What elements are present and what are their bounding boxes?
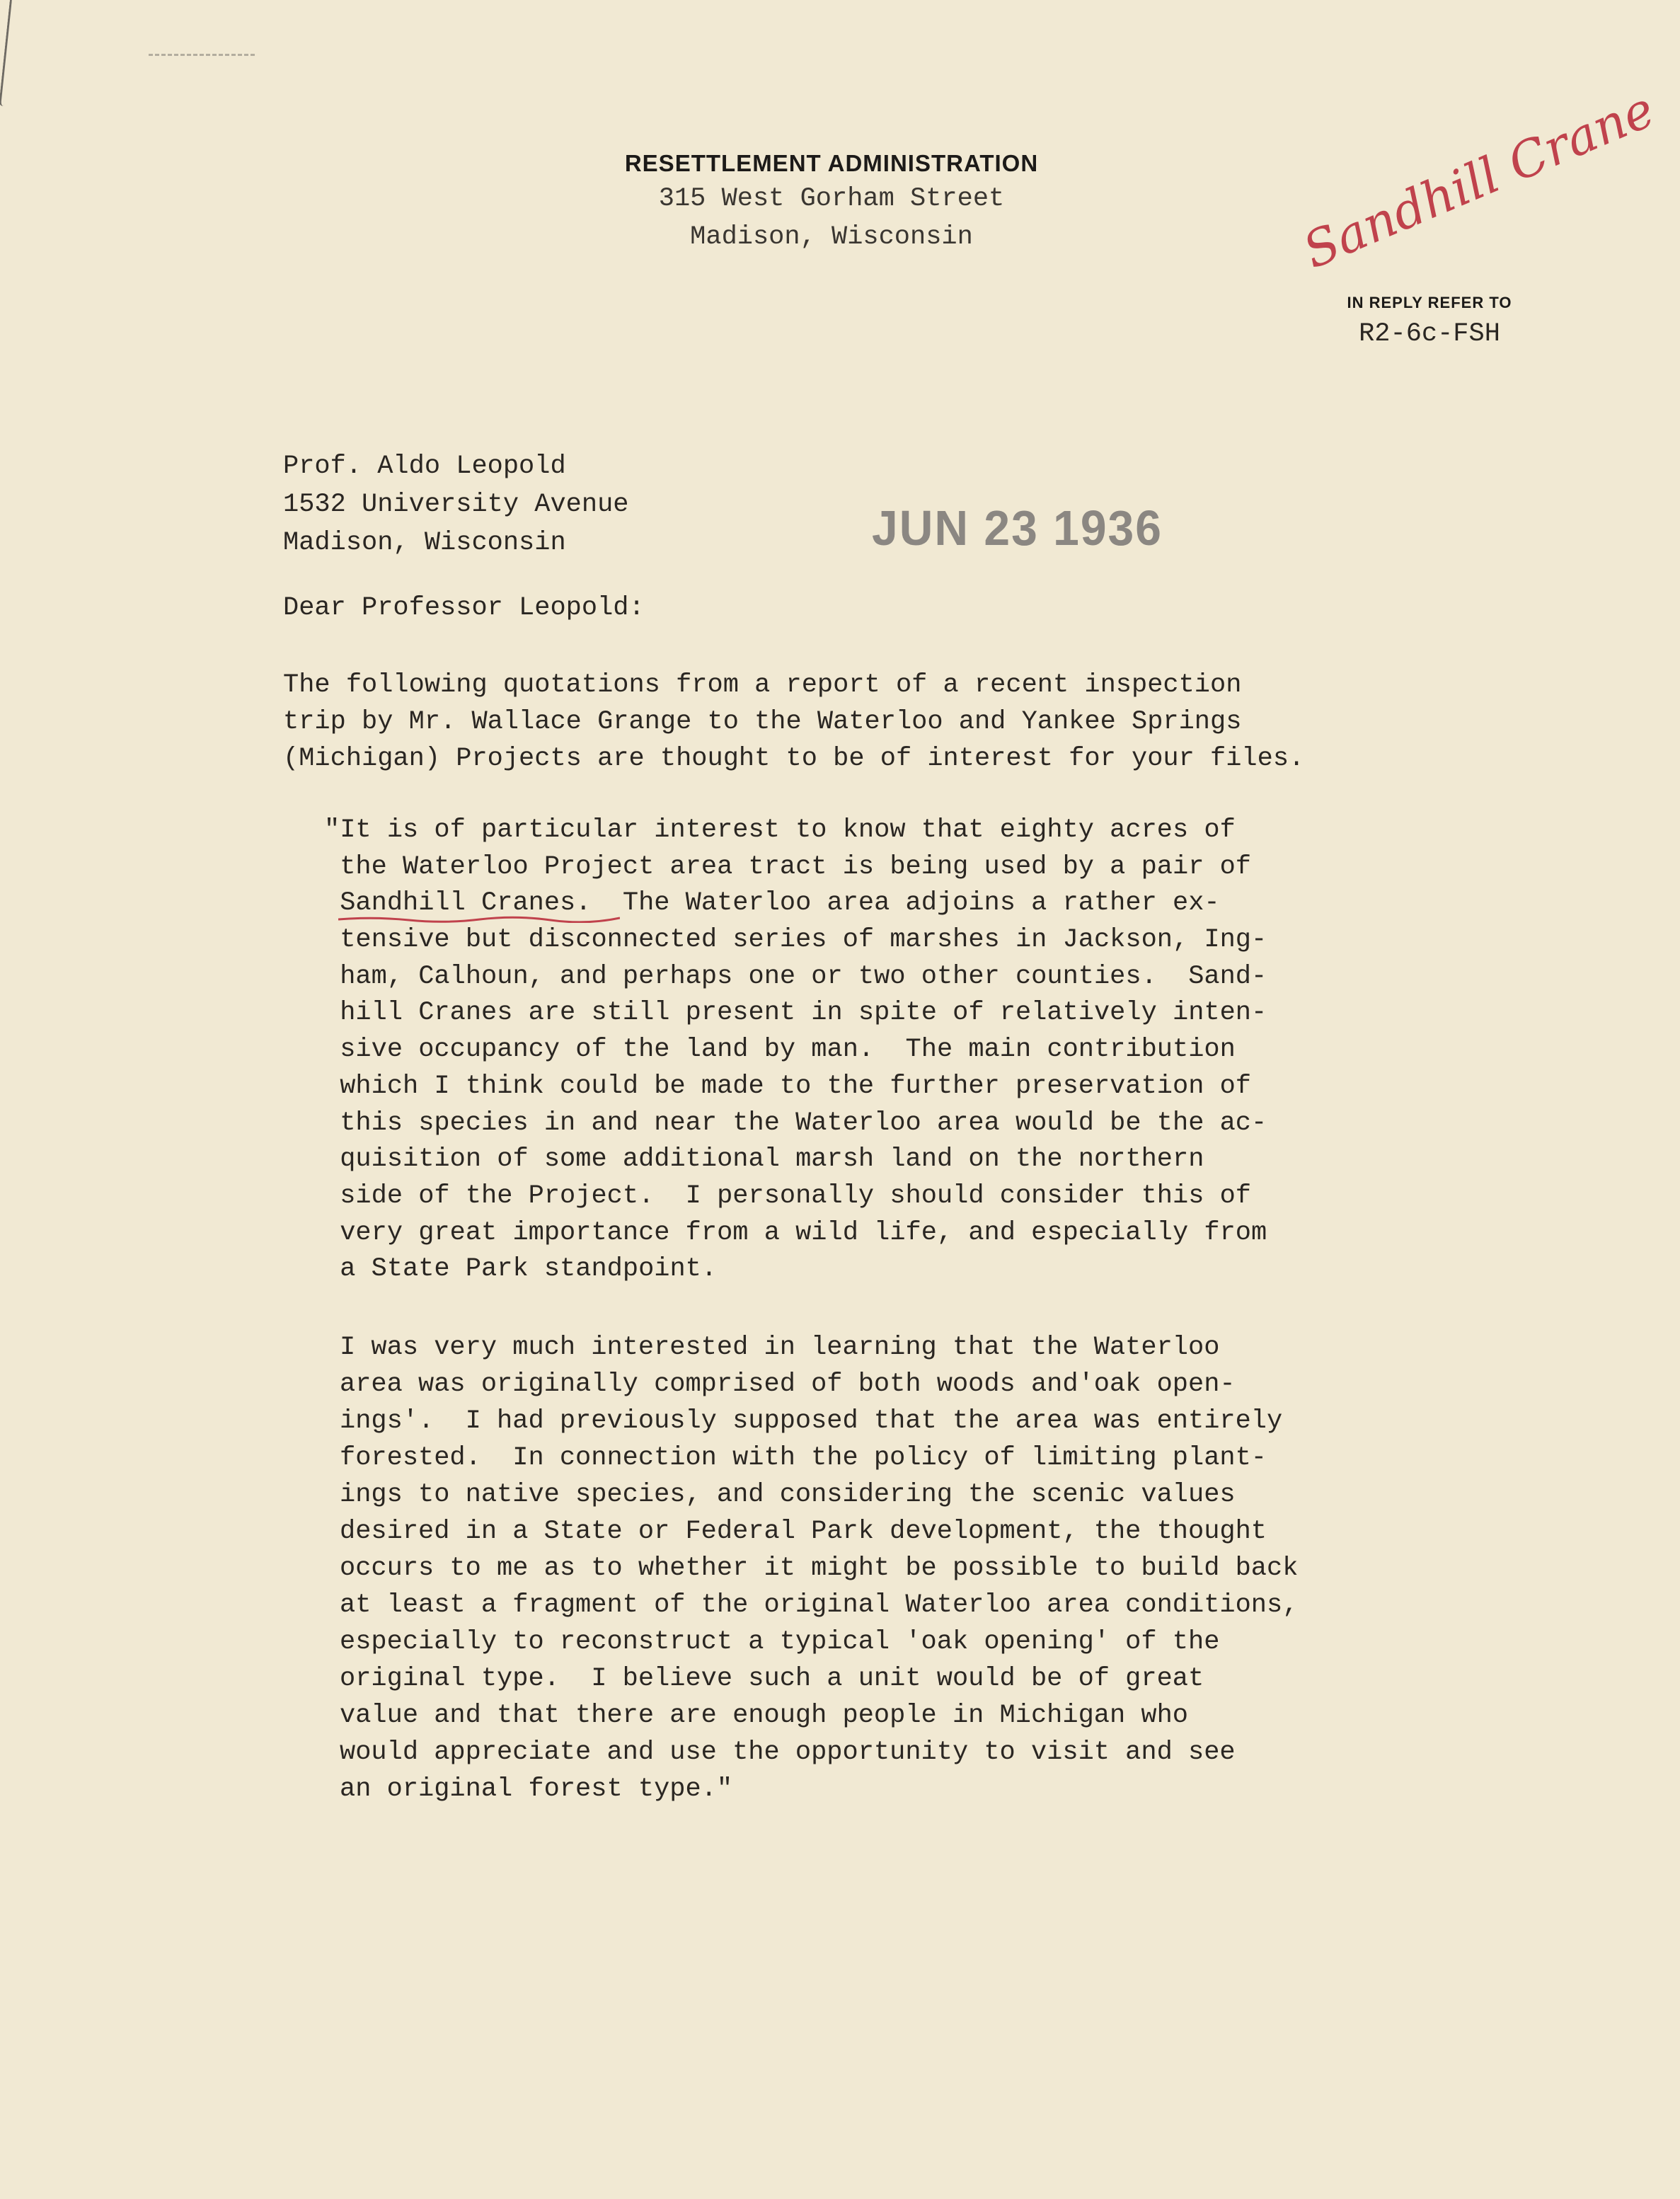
quote-line: at least a fragment of the original Waterloo area conditions,	[340, 1590, 1299, 1620]
quote-line: quisition of some additional marsh land on the northern	[324, 1144, 1204, 1175]
quote-line: hill Cranes are still present in spite of relatively inten-	[324, 998, 1267, 1028]
quote-line: which I think could be made to the further preservation of	[324, 1071, 1252, 1101]
recipient-city: Madison, Wisconsin	[283, 528, 566, 558]
salutation: Dear Professor Leopold:	[283, 593, 645, 623]
letterhead-street: 315 West Gorham Street	[658, 184, 1005, 214]
quote-line: original type. I believe such a unit would be of great	[340, 1664, 1204, 1694]
date-stamp: JUN 23 1936	[872, 500, 1163, 556]
quote-line: ings'. I had previously supposed that the area was entirely	[340, 1406, 1283, 1436]
quote-line: would appreciate and use the opportunity to visit and see	[340, 1738, 1236, 1767]
letterhead-city: Madison, Wisconsin	[690, 222, 973, 252]
red-underline-mark	[338, 916, 620, 923]
letterhead	[495, 150, 1168, 256]
quote-line: this species in and near the Waterloo area would be the ac-	[324, 1108, 1267, 1138]
handwritten-annotation: Sandhill Crane	[1295, 80, 1663, 280]
intro-paragraph	[283, 667, 1304, 777]
recipient-street: 1532 University Avenue	[283, 490, 629, 519]
quote-line: an original forest type."	[340, 1774, 733, 1804]
quote-line: ham, Calhoun, and perhaps one or two other counties. Sand-	[324, 961, 1267, 992]
quote-line: "It is of particular interest to know that eighty acres of	[324, 815, 1236, 845]
quote-line: very great importance from a wild life, and especially from	[324, 1217, 1267, 1248]
page-edge-mark	[0, 0, 15, 106]
quote-paragraph-1	[324, 813, 1267, 1288]
letterhead-organization: RESETTLEMENT ADMINISTRATION	[624, 150, 1039, 176]
recipient-address	[283, 447, 628, 562]
quote-line: desired in a State or Federal Park development, the thought	[340, 1517, 1267, 1546]
quote-line: occurs to me as to whether it might be possible to build back	[340, 1554, 1299, 1583]
quote-line: I was very much interested in learning that the Waterloo	[340, 1333, 1220, 1362]
quote-line: area was originally comprised of both woods and'oak open-	[340, 1370, 1236, 1399]
quote-line: especially to reconstruct a typical 'oak opening' of the	[340, 1627, 1220, 1657]
recipient-name: Prof. Aldo Leopold	[283, 452, 566, 481]
quote-line: a State Park standpoint.	[324, 1254, 718, 1285]
intro-line: The following quotations from a report of a recent inspection	[283, 670, 1242, 700]
reply-label: IN REPLY REFER TO	[1347, 294, 1512, 311]
quote-line: ings to native species, and considering the scenic values	[340, 1480, 1236, 1510]
quote-line: sive occupancy of the land by man. The main contribution	[324, 1035, 1236, 1065]
intro-line: trip by Mr. Wallace Grange to the Waterloo and Yankee Springs	[283, 707, 1242, 737]
quote-line: the Waterloo Project area tract is being used by a pair of	[324, 851, 1252, 882]
quote-line: side of the Project. I personally should consider this of	[324, 1181, 1252, 1211]
reply-reference	[1295, 294, 1564, 349]
reply-code: R2-6c-FSH	[1359, 319, 1500, 349]
quote-line: value and that there are enough people in Michigan who	[340, 1701, 1188, 1730]
quote-line: forested. In connection with the policy of limiting plant-	[340, 1443, 1267, 1473]
quote-line: Sandhill Cranes. The Waterloo area adjoins a rather ex-	[324, 888, 1220, 919]
pencil-mark	[149, 54, 255, 59]
quote-paragraph-2	[340, 1329, 1298, 1808]
intro-line: (Michigan) Projects are thought to be of interest for your files.	[283, 744, 1305, 774]
quote-line: tensive but disconnected series of marshes in Jackson, Ing-	[324, 925, 1267, 955]
